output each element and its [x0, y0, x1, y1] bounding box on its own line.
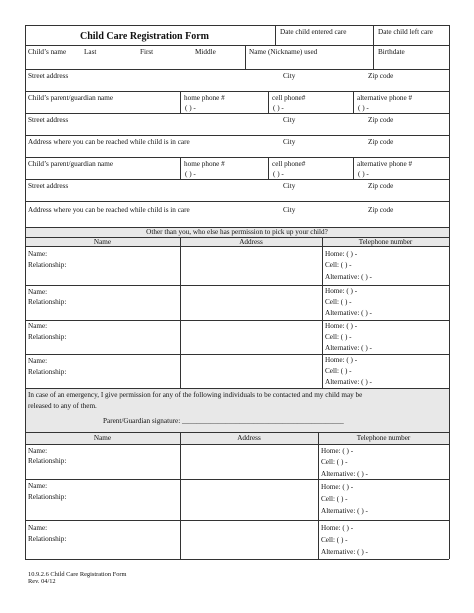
footer-form-code: 10.9.2.6 Child Care Registration Form: [28, 571, 127, 578]
pickup-col-name: Name: [93, 238, 112, 246]
cell-phone-field[interactable]: ( ) -: [273, 104, 284, 112]
pickup-row3-alt[interactable]: Alternative: ( ) -: [325, 344, 372, 352]
emergency-row1-cell[interactable]: Cell: ( ) -: [321, 458, 348, 466]
pickup-row4-alt[interactable]: Alternative: ( ) -: [325, 378, 372, 386]
pickup-row1-relationship: Relationship:: [28, 261, 67, 269]
pickup-row2-alt[interactable]: Alternative: ( ) -: [325, 309, 372, 317]
emergency-row3-home[interactable]: Home: ( ) -: [321, 524, 354, 532]
alt-phone-label: alternative phone #: [357, 94, 413, 102]
pickup-row3-home[interactable]: Home: ( ) -: [325, 322, 358, 330]
emergency-row3-cell[interactable]: Cell: ( ) -: [321, 536, 348, 544]
alt-phone-field[interactable]: ( ) -: [358, 170, 369, 178]
home-phone-label: home phone #: [184, 94, 225, 102]
pickup-row2-cell[interactable]: Cell: ( ) -: [325, 298, 352, 306]
pickup-row3-relationship: Relationship:: [28, 333, 67, 341]
zip-label: Zip code: [368, 116, 394, 124]
cell-phone-field[interactable]: ( ) -: [273, 170, 284, 178]
alt-phone-field[interactable]: ( ) -: [358, 104, 369, 112]
pickup-col-phone: Telephone number: [358, 238, 413, 246]
date-left-label: Date child left care: [378, 28, 433, 36]
city-label: City: [283, 206, 296, 214]
reach-address-label: Address where you can be reached while child is in care: [28, 206, 190, 214]
pickup-row1-name: Name:: [28, 250, 48, 258]
pickup-row2-name: Name:: [28, 288, 48, 296]
pickup-heading: Other than you, who else has permission to pick up your child?: [146, 228, 328, 236]
middle-name-label: Middle: [195, 48, 216, 56]
footer-revision: Rev. 04/12: [28, 578, 56, 585]
pickup-row2-home[interactable]: Home: ( ) -: [325, 287, 358, 295]
child-name-label: Child’s name: [28, 48, 67, 56]
emergency-row3-name: Name:: [28, 524, 48, 532]
emergency-col-name: Name: [93, 434, 112, 442]
pickup-row2-relationship: Relationship:: [28, 298, 67, 306]
home-phone-field[interactable]: ( ) -: [185, 170, 196, 178]
guardian-name-label: Child’s parent/guardian name: [28, 94, 114, 102]
emergency-row2-relationship: Relationship:: [28, 493, 67, 501]
emergency-row2-cell[interactable]: Cell: ( ) -: [321, 495, 348, 503]
zip-label: Zip code: [368, 72, 394, 80]
guardian-signature-line[interactable]: Parent/Guardian signature: _____________________________________________: [103, 417, 344, 425]
form-title: Child Care Registration Form: [80, 31, 209, 42]
emergency-row1-alt[interactable]: Alternative: ( ) -: [321, 470, 368, 478]
emergency-row1-relationship: Relationship:: [28, 457, 67, 465]
emergency-row2-home[interactable]: Home: ( ) -: [321, 483, 354, 491]
pickup-row4-relationship: Relationship:: [28, 368, 67, 376]
emergency-col-address: Address: [237, 434, 261, 442]
pickup-row1-home[interactable]: Home: ( ) -: [325, 250, 358, 258]
emergency-statement-line2: released to any of them.: [28, 402, 97, 410]
city-label: City: [283, 138, 296, 146]
city-label: City: [283, 182, 296, 190]
nickname-label: Name (Nickname) used: [249, 48, 318, 56]
pickup-row4-home[interactable]: Home: ( ) -: [325, 356, 358, 364]
zip-label: Zip code: [368, 206, 394, 214]
pickup-row4-name: Name:: [28, 357, 48, 365]
alt-phone-label: alternative phone #: [357, 160, 413, 168]
street-address-label: Street address: [28, 72, 69, 80]
street-address-label: Street address: [28, 116, 69, 124]
reach-address-label: Address where you can be reached while child is in care: [28, 138, 190, 146]
pickup-col-address: Address: [239, 238, 263, 246]
home-phone-label: home phone #: [184, 160, 225, 168]
city-label: City: [283, 72, 296, 80]
pickup-row3-name: Name:: [28, 322, 48, 330]
emergency-row2-alt[interactable]: Alternative: ( ) -: [321, 507, 368, 515]
emergency-statement-line1: In case of an emergency, I give permission for any of the following individuals to be contacted and my child may be: [28, 391, 363, 399]
pickup-row1-alt[interactable]: Alternative: ( ) -: [325, 273, 372, 281]
emergency-row1-home[interactable]: Home: ( ) -: [321, 447, 354, 455]
cell-phone-label: cell phone#: [272, 94, 306, 102]
home-phone-field[interactable]: ( ) -: [185, 104, 196, 112]
cell-phone-label: cell phone#: [272, 160, 306, 168]
emergency-row3-alt[interactable]: Alternative: ( ) -: [321, 548, 368, 556]
pickup-row4-cell[interactable]: Cell: ( ) -: [325, 367, 352, 375]
emergency-row1-name: Name:: [28, 447, 48, 455]
date-entered-label: Date child entered care: [280, 28, 347, 36]
street-address-label: Street address: [28, 182, 69, 190]
pickup-row3-cell[interactable]: Cell: ( ) -: [325, 333, 352, 341]
pickup-row1-cell[interactable]: Cell: ( ) -: [325, 261, 352, 269]
first-name-label: First: [140, 48, 154, 56]
emergency-row3-relationship: Relationship:: [28, 535, 67, 543]
zip-label: Zip code: [368, 138, 394, 146]
zip-label: Zip code: [368, 182, 394, 190]
last-name-label: Last: [84, 48, 97, 56]
birthdate-label: Birthdate: [378, 48, 405, 56]
city-label: City: [283, 116, 296, 124]
emergency-row2-name: Name:: [28, 482, 48, 490]
emergency-col-phone: Telephone number: [356, 434, 411, 442]
guardian-name-label: Child’s parent/guardian name: [28, 160, 114, 168]
